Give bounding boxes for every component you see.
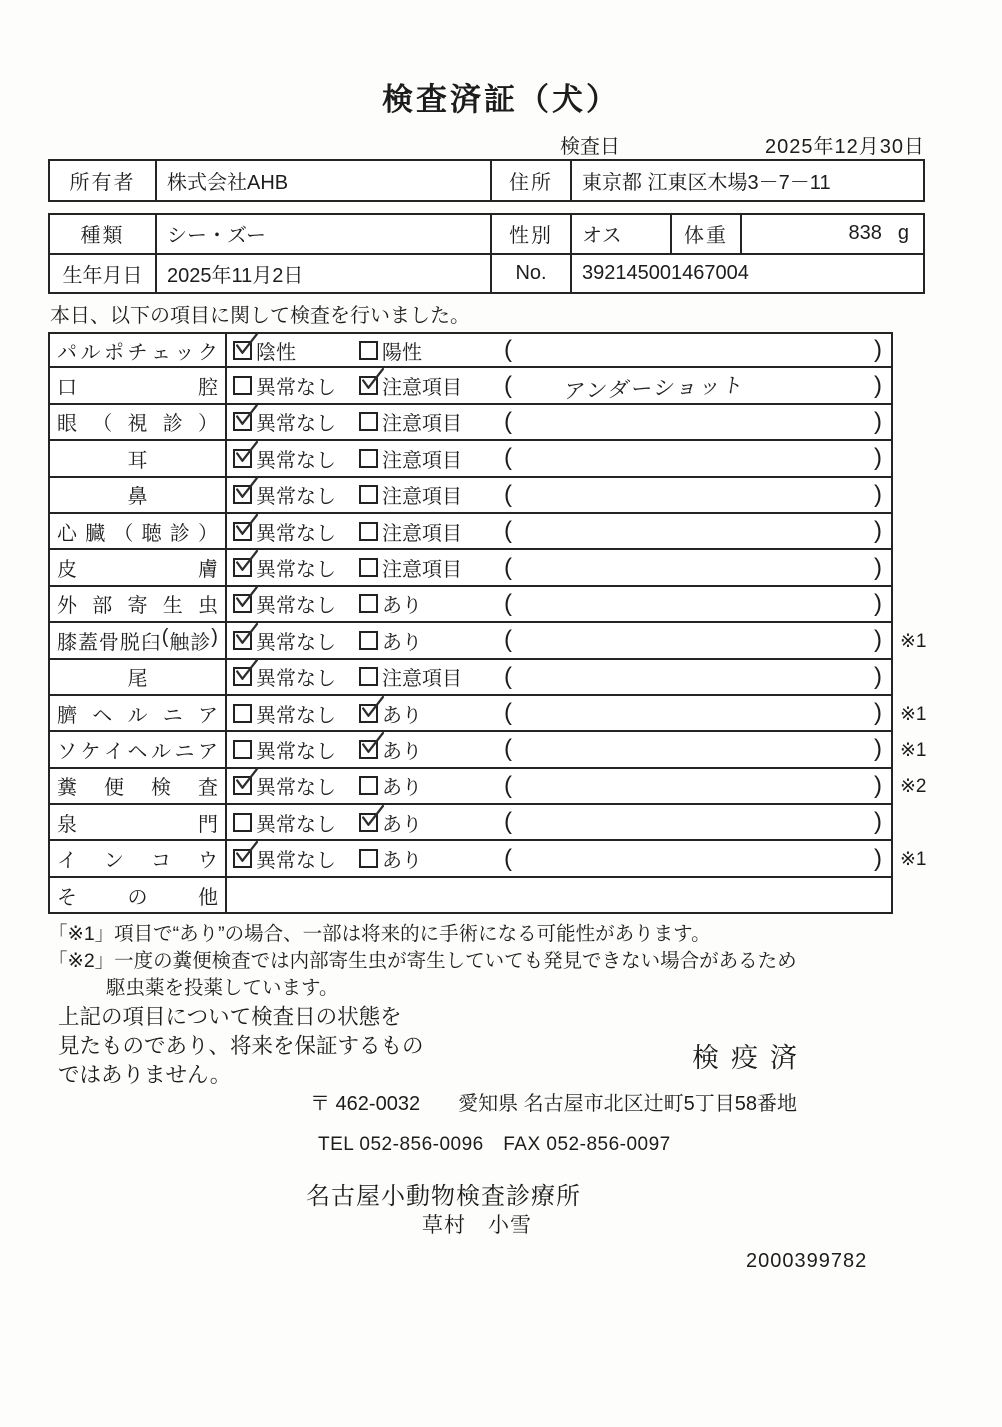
address-value: 東京都 江東区木場3－7－11 bbox=[582, 172, 831, 194]
option2-checkbox bbox=[359, 341, 378, 360]
row-box bbox=[48, 405, 893, 441]
option2 bbox=[359, 517, 504, 546]
option1-label: 陰性 bbox=[256, 341, 296, 364]
row-ref-mark bbox=[893, 332, 941, 368]
handwritten-note bbox=[512, 344, 874, 357]
note-ref2-line2: 駆虫薬を投薬しています。 bbox=[106, 977, 339, 999]
row-box bbox=[48, 332, 893, 368]
option1-label: 異常なし bbox=[256, 559, 336, 582]
option1-label: 異常なし bbox=[256, 522, 336, 545]
quarantine-stamp: 検疫済 bbox=[692, 1043, 809, 1073]
paren-close: ) bbox=[874, 844, 882, 872]
option2-checkbox bbox=[359, 449, 378, 468]
paren-close: ) bbox=[874, 336, 882, 364]
row-ref-mark bbox=[893, 805, 941, 841]
table-row bbox=[48, 660, 943, 696]
table-row bbox=[48, 332, 943, 368]
page-title: 検査済証（犬） bbox=[382, 82, 620, 117]
row-box bbox=[48, 587, 893, 623]
paren-open: ( bbox=[504, 808, 512, 836]
row-ref-mark bbox=[893, 478, 941, 514]
option1 bbox=[233, 480, 359, 509]
option1-checkbox bbox=[233, 522, 252, 541]
row-content bbox=[227, 478, 891, 512]
option1-checkbox bbox=[233, 667, 252, 686]
paren-open: ( bbox=[504, 626, 512, 654]
option2-label: あり bbox=[382, 813, 422, 836]
row-label: 外 部 寄 生 虫 bbox=[50, 587, 227, 621]
row-ref-mark bbox=[893, 660, 941, 696]
sex-value: オス bbox=[572, 215, 672, 253]
option1-checkbox bbox=[233, 341, 252, 360]
table-row bbox=[48, 878, 943, 914]
option2-checkbox bbox=[359, 849, 378, 868]
paren-open: ( bbox=[504, 480, 512, 508]
check-mark-icon bbox=[232, 585, 259, 612]
option1-checkbox bbox=[233, 485, 252, 504]
option2-checkbox bbox=[359, 522, 378, 541]
inspection-table bbox=[48, 332, 943, 914]
table-row bbox=[48, 696, 943, 732]
option2-checkbox bbox=[359, 667, 378, 686]
option2 bbox=[359, 808, 504, 837]
notes-section bbox=[48, 921, 797, 1002]
option2-checkbox bbox=[359, 485, 378, 504]
option1-label: 異常なし bbox=[256, 704, 336, 727]
paren-close: ) bbox=[874, 589, 882, 617]
option1-label: 異常なし bbox=[256, 740, 336, 763]
option2-checkbox bbox=[359, 704, 378, 723]
paren-close: ) bbox=[874, 626, 882, 654]
address-label: 住所 bbox=[492, 161, 572, 200]
option2-label: あり bbox=[382, 631, 422, 654]
handwritten-note bbox=[512, 525, 874, 538]
row-ref-mark bbox=[893, 405, 941, 441]
option1-checkbox bbox=[233, 376, 252, 395]
row-label: ソ ケ イ ヘ ル ニ ア bbox=[50, 732, 227, 766]
check-mark-icon bbox=[232, 840, 259, 867]
option1-checkbox bbox=[233, 449, 252, 468]
table-row bbox=[48, 550, 943, 586]
table-row bbox=[48, 514, 943, 550]
row-label: 糞 便 検 査 bbox=[50, 769, 227, 803]
option1-label: 異常なし bbox=[256, 595, 336, 618]
handwritten-note bbox=[512, 816, 874, 829]
option2-checkbox bbox=[359, 376, 378, 395]
paren-close: ) bbox=[874, 699, 882, 727]
handwritten-note: アンダーショット bbox=[562, 373, 747, 404]
clinic-telfax: TEL 052-856-0096 FAX 052-856-0097 bbox=[318, 1134, 671, 1155]
paren-open: ( bbox=[504, 553, 512, 581]
handwritten-note bbox=[512, 852, 874, 865]
option2-label: 注意項目 bbox=[382, 559, 462, 582]
owner-table bbox=[48, 159, 925, 202]
row-box bbox=[48, 769, 893, 805]
no-value: 392145001467004 bbox=[582, 261, 749, 284]
option1-checkbox bbox=[233, 412, 252, 431]
option2 bbox=[359, 553, 504, 582]
animal-table bbox=[48, 213, 925, 294]
paren-open: ( bbox=[504, 844, 512, 872]
weight-unit: g bbox=[897, 222, 909, 245]
table-row bbox=[48, 441, 943, 477]
intro-sentence: 本日、以下の項目に関して検査を行いました。 bbox=[50, 305, 470, 327]
table-row bbox=[48, 405, 943, 441]
paren-open: ( bbox=[504, 336, 512, 364]
row-content bbox=[227, 550, 891, 584]
row-content bbox=[227, 514, 891, 548]
option1 bbox=[233, 589, 359, 618]
option1 bbox=[233, 626, 359, 655]
birthdate-label: 生年月日 bbox=[50, 255, 157, 293]
check-mark-icon bbox=[232, 332, 259, 359]
weight-cell bbox=[742, 215, 923, 253]
paren-open: ( bbox=[504, 517, 512, 545]
option2-checkbox bbox=[359, 594, 378, 613]
table-row bbox=[48, 478, 943, 514]
paren-close: ) bbox=[874, 480, 882, 508]
row-ref-mark bbox=[893, 878, 941, 914]
check-mark-icon bbox=[232, 513, 259, 540]
option2-checkbox bbox=[359, 558, 378, 577]
option2-label: あり bbox=[382, 850, 422, 873]
row-content bbox=[227, 623, 891, 657]
option1 bbox=[233, 371, 359, 400]
table-row bbox=[48, 769, 943, 805]
breed-value: シー・ズー bbox=[157, 215, 492, 253]
check-mark-icon bbox=[232, 476, 259, 503]
animal-row-2 bbox=[50, 255, 923, 293]
option1-checkbox bbox=[233, 776, 252, 795]
option2 bbox=[359, 371, 504, 400]
option1-label: 異常なし bbox=[256, 413, 336, 436]
row-content bbox=[227, 769, 891, 803]
check-mark-icon bbox=[232, 549, 259, 576]
option2-label: 注意項目 bbox=[382, 668, 462, 691]
row-box bbox=[48, 441, 893, 477]
handwritten-note bbox=[512, 488, 874, 501]
clinic-name: 名古屋小動物検査診療所 bbox=[306, 1183, 581, 1210]
option1-label: 異常なし bbox=[256, 486, 336, 509]
option1 bbox=[233, 336, 359, 365]
row-content bbox=[227, 732, 891, 766]
row-label: 泉 門 bbox=[50, 805, 227, 839]
handwritten-note bbox=[512, 634, 874, 647]
row-ref-mark: ※1 bbox=[900, 703, 927, 725]
option2 bbox=[359, 699, 504, 728]
paren-open: ( bbox=[504, 662, 512, 690]
table-row bbox=[48, 587, 943, 623]
option1-checkbox bbox=[233, 813, 252, 832]
option2-label: あり bbox=[382, 740, 422, 763]
row-box bbox=[48, 514, 893, 550]
row-box bbox=[48, 696, 893, 732]
row-ref-mark: ※1 bbox=[900, 849, 927, 871]
option2-label: 注意項目 bbox=[382, 449, 462, 472]
check-mark-icon bbox=[358, 731, 385, 758]
option2 bbox=[359, 444, 504, 473]
paren-open: ( bbox=[504, 699, 512, 727]
disclaimer-line1: 上記の項目について検査日の状態を bbox=[58, 1005, 402, 1029]
option1-checkbox bbox=[233, 740, 252, 759]
check-mark-icon bbox=[358, 367, 385, 394]
check-mark-icon bbox=[358, 695, 385, 722]
option2-label: 注意項目 bbox=[382, 486, 462, 509]
option1-label: 異常なし bbox=[256, 850, 336, 873]
row-content bbox=[227, 878, 891, 912]
handwritten-note bbox=[512, 452, 874, 465]
paren-close: ) bbox=[874, 444, 882, 472]
option2 bbox=[359, 735, 504, 764]
clinic-address: 愛知県 名古屋市北区辻町5丁目58番地 bbox=[458, 1093, 798, 1115]
row-label: 皮 膚 bbox=[50, 550, 227, 584]
paren-open: ( bbox=[504, 589, 512, 617]
row-label: 眼 （ 視 診 ） bbox=[50, 405, 227, 439]
serial-number: 2000399782 bbox=[746, 1250, 868, 1272]
option1-label: 異常なし bbox=[256, 631, 336, 654]
row-label: パ ル ポ チ ェ ッ ク bbox=[50, 334, 227, 366]
option1 bbox=[233, 699, 359, 728]
paren-open: ( bbox=[504, 444, 512, 472]
paren-close: ) bbox=[874, 371, 882, 399]
row-ref-mark bbox=[893, 441, 941, 477]
option1 bbox=[233, 517, 359, 546]
paren-close: ) bbox=[874, 808, 882, 836]
option1-checkbox bbox=[233, 704, 252, 723]
option2-label: 注意項目 bbox=[382, 522, 462, 545]
option2-checkbox bbox=[359, 631, 378, 650]
row-box bbox=[48, 368, 893, 404]
disclaimer-line2: 見たものであり、将来を保証するもの bbox=[58, 1034, 424, 1058]
row-label: 口 腔 bbox=[50, 368, 227, 402]
row-content bbox=[227, 334, 891, 366]
paren-open: ( bbox=[504, 371, 512, 399]
row-box bbox=[48, 732, 893, 768]
option1-label: 異常なし bbox=[256, 377, 336, 400]
option2 bbox=[359, 336, 504, 365]
check-mark-icon bbox=[232, 622, 259, 649]
option1-label: 異常なし bbox=[256, 777, 336, 800]
row-ref-mark bbox=[893, 514, 941, 550]
note-ref1: 「※1」項目で“あり”の場合、一部は将来的に手術になる可能性があります。 bbox=[48, 923, 711, 945]
row-ref-mark: ※1 bbox=[900, 630, 927, 652]
handwritten-note bbox=[512, 416, 874, 429]
handwritten-note bbox=[512, 780, 874, 793]
option2 bbox=[359, 480, 504, 509]
option1 bbox=[233, 735, 359, 764]
option2-label: 注意項目 bbox=[382, 377, 462, 400]
animal-row-1 bbox=[50, 215, 923, 255]
table-row bbox=[48, 805, 943, 841]
row-box bbox=[48, 878, 893, 914]
clinic-postal-row bbox=[310, 1087, 797, 1116]
owner-value: 株式会社AHB bbox=[157, 161, 492, 200]
disclaimer bbox=[58, 1003, 424, 1090]
exam-date-row bbox=[48, 130, 925, 159]
disclaimer-line3: ではありません。 bbox=[58, 1063, 232, 1087]
table-row bbox=[48, 368, 943, 404]
sex-label: 性別 bbox=[492, 215, 572, 253]
check-mark-icon bbox=[232, 658, 259, 685]
option1-label: 異常なし bbox=[256, 449, 336, 472]
exam-date-label: 検査日 bbox=[560, 136, 620, 158]
table-row bbox=[48, 841, 943, 877]
option1 bbox=[233, 407, 359, 436]
option1-checkbox bbox=[233, 594, 252, 613]
check-mark-icon bbox=[232, 767, 259, 794]
check-mark-icon bbox=[232, 440, 259, 467]
option2 bbox=[359, 844, 504, 873]
row-ref-mark bbox=[893, 550, 941, 586]
check-mark-icon bbox=[232, 403, 259, 430]
handwritten-note bbox=[512, 561, 874, 574]
paren-close: ) bbox=[874, 735, 882, 763]
option1 bbox=[233, 444, 359, 473]
option2 bbox=[359, 626, 504, 655]
row-ref-mark bbox=[893, 368, 941, 404]
option1-label: 異常なし bbox=[256, 668, 336, 691]
paren-close: ) bbox=[874, 407, 882, 435]
option2-label: あり bbox=[382, 777, 422, 800]
option2-checkbox bbox=[359, 776, 378, 795]
paren-open: ( bbox=[504, 735, 512, 763]
option1 bbox=[233, 808, 359, 837]
row-content bbox=[227, 696, 891, 730]
weight-label: 体重 bbox=[672, 215, 742, 253]
row-box bbox=[48, 841, 893, 877]
row-box bbox=[48, 550, 893, 586]
option2 bbox=[359, 771, 504, 800]
row-box bbox=[48, 805, 893, 841]
row-ref-mark: ※2 bbox=[900, 776, 927, 798]
examiner-name: 草村 小雪 bbox=[422, 1214, 532, 1237]
no-label: No. bbox=[492, 255, 572, 293]
row-content bbox=[227, 841, 891, 875]
breed-label: 種類 bbox=[50, 215, 157, 253]
row-label: イ ン コ ウ bbox=[50, 841, 227, 875]
handwritten-note bbox=[512, 707, 874, 720]
weight-value: 838 bbox=[848, 222, 882, 245]
row-label: 膝 蓋 骨 脱 臼 ( 触 診 ) bbox=[50, 623, 227, 657]
table-row bbox=[48, 623, 943, 659]
row-content bbox=[227, 405, 891, 439]
option1-checkbox bbox=[233, 558, 252, 577]
option2-label: 注意項目 bbox=[382, 413, 462, 436]
handwritten-note bbox=[512, 670, 874, 683]
row-content bbox=[227, 805, 891, 839]
row-box bbox=[48, 660, 893, 696]
row-label: 臍 ヘ ル ニ ア bbox=[50, 696, 227, 730]
row-label: 心 臓 （ 聴 診 ） bbox=[50, 514, 227, 548]
table-row bbox=[48, 732, 943, 768]
row-content bbox=[227, 368, 891, 402]
option2-label: あり bbox=[382, 595, 422, 618]
option1 bbox=[233, 771, 359, 800]
paren-close: ) bbox=[874, 771, 882, 799]
row-label: そ の 他 bbox=[50, 878, 227, 912]
option2-label: あり bbox=[382, 704, 422, 727]
row-box bbox=[48, 623, 893, 659]
paren-open: ( bbox=[504, 407, 512, 435]
option2 bbox=[359, 589, 504, 618]
option1 bbox=[233, 844, 359, 873]
option2-checkbox bbox=[359, 813, 378, 832]
option2 bbox=[359, 662, 504, 691]
handwritten-note bbox=[512, 743, 874, 756]
row-box bbox=[48, 478, 893, 514]
row-label: 耳 bbox=[50, 441, 227, 475]
clinic-postal: 〒 462-0032 bbox=[310, 1093, 421, 1115]
row-ref-mark: ※1 bbox=[900, 739, 927, 761]
check-mark-icon bbox=[358, 804, 385, 831]
paren-close: ) bbox=[874, 662, 882, 690]
option2-label: 陽性 bbox=[382, 341, 422, 364]
birthdate-value: 2025年11月2日 bbox=[157, 255, 492, 293]
paren-close: ) bbox=[874, 553, 882, 581]
row-label: 尾 bbox=[50, 660, 227, 694]
exam-date-value: 2025年12月30日 bbox=[765, 136, 925, 158]
option1-label: 異常なし bbox=[256, 813, 336, 836]
option1 bbox=[233, 553, 359, 582]
option2-checkbox bbox=[359, 740, 378, 759]
handwritten-note bbox=[512, 889, 874, 902]
option1-checkbox bbox=[233, 631, 252, 650]
row-label: 鼻 bbox=[50, 478, 227, 512]
row-ref-mark bbox=[893, 587, 941, 623]
option2-checkbox bbox=[359, 412, 378, 431]
paren-close: ) bbox=[874, 517, 882, 545]
handwritten-note bbox=[512, 598, 874, 611]
row-content bbox=[227, 441, 891, 475]
row-content bbox=[227, 660, 891, 694]
option2 bbox=[359, 407, 504, 436]
paren-open: ( bbox=[504, 771, 512, 799]
row-content bbox=[227, 587, 891, 621]
option1-checkbox bbox=[233, 849, 252, 868]
owner-label: 所有者 bbox=[50, 161, 157, 200]
note-ref2-line1: 「※2」一度の糞便検査では内部寄生虫が寄生していても発見できない場合があるため bbox=[48, 950, 797, 972]
option1 bbox=[233, 662, 359, 691]
